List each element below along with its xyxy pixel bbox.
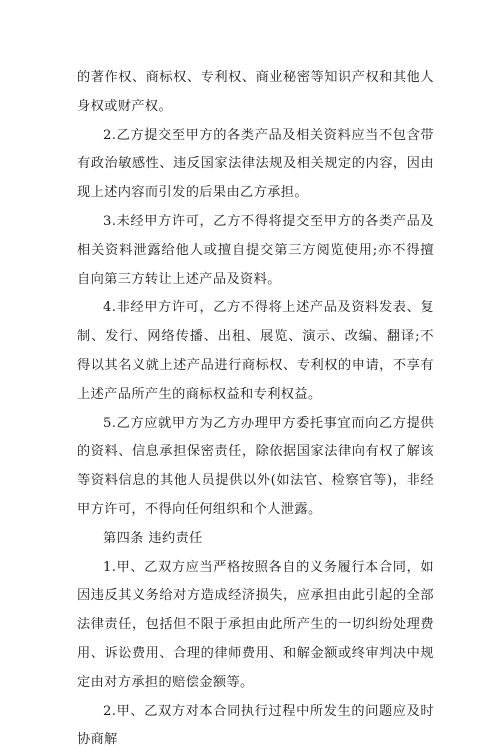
paragraph-liability-2: 2.甲、乙双方对本合同执行过程中所发生的问题应及时协商解 <box>77 703 434 748</box>
section-heading: 第四条 违约责任 <box>103 530 203 546</box>
paragraph-clause-2: 2.乙方提交至甲方的各类产品及相关资料应当不包含带有政治敏感性、违反国家法律法规及相关规定的内容，因由现上述内容而引发的后果由乙方承担。 <box>77 127 434 201</box>
paragraph-clause-3: 3.未经甲方许可，乙方不得将提交至甲方的各类产品及相关资料泄露给他人或擅自提交第三方阅览使用;亦不得擅自向第三方转让上述产品及资料。 <box>77 213 434 287</box>
paragraph-liability-1: 1.甲、乙双方应当严格按照各自的义务履行本合同，如因违反其义务给对方造成经济损失，应承担由此引起的全部法律责任，包括但不限于承担由此所产生的一切纠纷处理费用、诉讼费用、合理的律师费用、和解金额或终审判决中规定由对方承担的赔偿金额等。 <box>77 559 434 690</box>
paragraph-clause-4: 4.非经甲方许可，乙方不得将上述产品及资料发表、复制、发行、网络传播、出租、展览、演示、改编、翻译;不得以其名义就上述产品进行商标权、专利权的申请，不享有上述产品所产生的商标权益和专利权益。 <box>77 300 434 402</box>
paragraph-0: 的著作权、商标权、专利权、商业秘密等知识产权和其他人身权或财产权。 <box>77 70 434 114</box>
paragraph-clause-5: 5.乙方应就甲方为乙方办理甲方委托事宜而向乙方提供的资料、信息承担保密责任，除依据国家法律向有权了解该等资料信息的其他人员提供以外(如法官、检察官等)，非经甲方许可，不得向任何组织和个人泄露。 <box>77 415 434 517</box>
